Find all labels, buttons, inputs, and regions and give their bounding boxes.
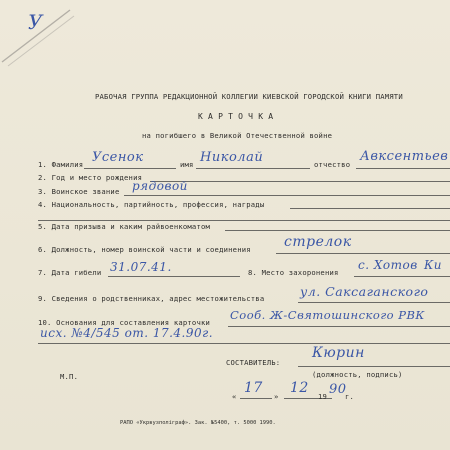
corner-pencil-strokes [0,0,90,70]
field-3-value: рядовой [132,179,188,193]
field-6-value: стрелок [284,234,352,250]
field-1-surname-line [84,168,176,169]
field-7-label: 7. Дата гибели [38,268,102,277]
card-title: К А Р Т О Ч К А [198,112,274,121]
field-1-patronymic-value: Авксентьев [360,149,449,164]
date-day: 17 [244,380,263,396]
field-4-line-1 [290,208,450,209]
date-close-quote: » [274,392,279,401]
field-8-value: с. Хотов [358,258,418,272]
header-group: РАБОЧАЯ ГРУППА РЕДАКЦИОННОЙ КОЛЛЕГИИ КИЕВСКОЙ ГОРОДСКОЙ КНИГИ ПАМЯТИ [95,92,403,101]
field-3-label: 3. Воинское звание [38,187,120,196]
field-8-value-extra: Ки [424,258,443,272]
field-1-surname-value: Усенок [92,150,144,165]
compiler-label: СОСТАВИТЕЛЬ: [226,358,281,367]
field-3-line [124,195,450,196]
field-10-value-2: исх. №4/545 от. 17.4.90г. [40,326,214,340]
date-year-prefix: 19 [318,392,328,401]
field-10-label: 10. Основания для составления карточки [38,318,211,327]
field-7-line [108,276,240,277]
field-8-label: 8. Место захоронения [248,268,339,277]
stamp-label: М.П. [60,372,79,381]
field-6-label: 6. Должность, номер воинской части и соединения [38,245,251,254]
date-month: 12 [290,380,309,396]
field-6-line [276,253,450,254]
field-1-name-label: имя [180,160,194,169]
field-10-value-1: Сооб. Ж-Святошинского РВК [230,308,425,322]
print-imprint: РАПО «Укрвузполіграф». Зак. №5400, т. 5000 1990. [120,420,276,426]
compiler-line [298,366,450,367]
field-5-line [225,230,450,231]
card-subtitle: на погибшего в Великой Отечественной войне [142,131,333,140]
field-1-patronymic-label: отчество [314,160,351,169]
field-4-line-2 [38,220,450,221]
date-suffix: г. [345,392,355,401]
field-1-patronymic-line [356,168,450,169]
field-9-line [298,302,450,303]
field-2-label: 2. Год и место рождения [38,173,143,182]
field-7-value: 31.07.41. [110,260,172,274]
compiler-signature: Кюрин [312,345,365,361]
field-9-label: 9. Сведения о родственниках, адрес местожительства [38,294,265,303]
field-2-line [150,181,450,182]
field-10-line-1 [228,326,450,327]
date-open-quote: « [232,392,237,401]
date-day-line [240,398,272,399]
field-5-label: 5. Дата призыва и каким райвоенкоматом [38,222,211,231]
field-1-surname-label: 1. Фамилия [38,160,84,169]
field-8-line [354,276,450,277]
date-year-hand: 90 [329,382,347,397]
field-9-value: ул. Саксаганского [300,284,429,299]
field-4-label: 4. Национальность, партийность, профессия, награды [38,200,265,209]
field-10-line-2 [38,343,450,344]
field-1-name-value: Николай [200,150,264,165]
field-1-name-line [196,168,310,169]
corner-mark: У [28,10,43,34]
position-note: (должность, подпись) [312,370,403,379]
